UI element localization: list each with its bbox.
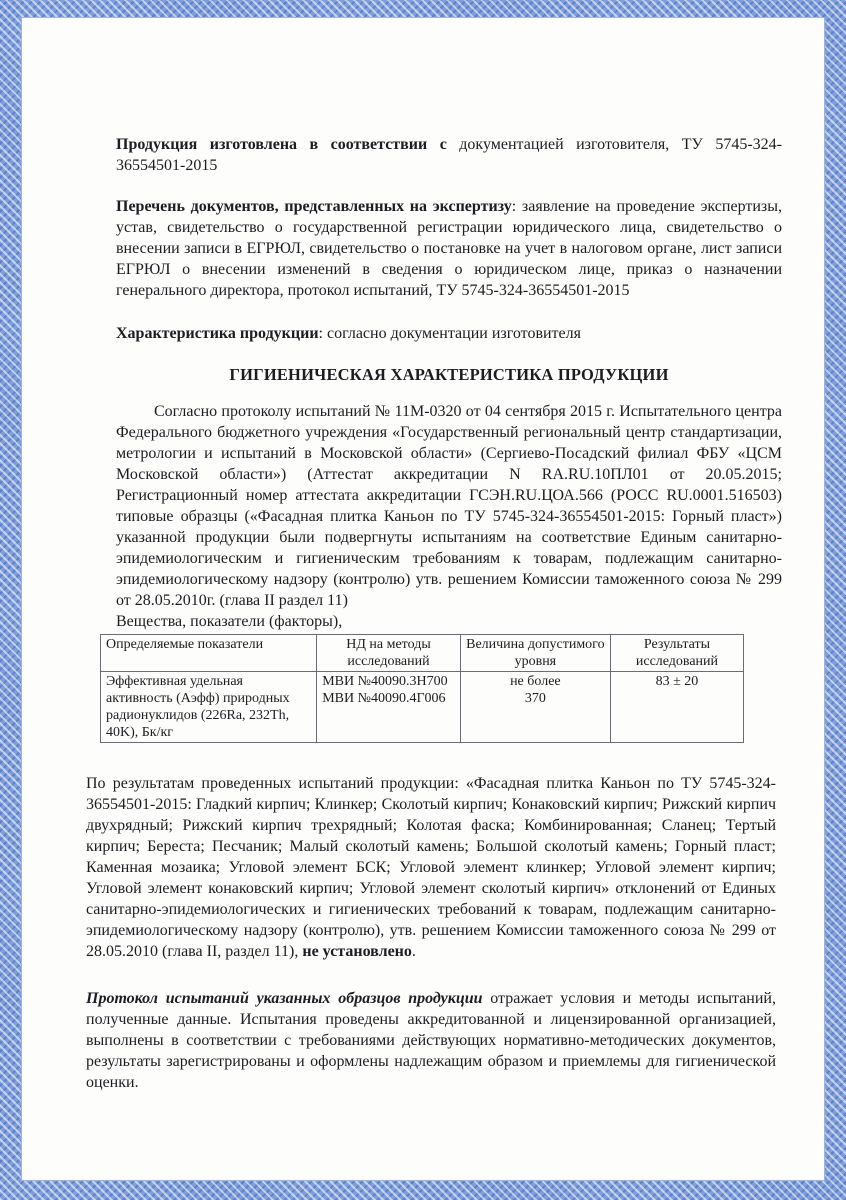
- hygiene-paragraph: Согласно протоколу испытаний № 11М-0320 от 04 сентября 2015 г. Испытательного центра Федерального бюджетного учреждения «Государственный региональный центр стандартизации, метрологии и испытаний в Московской области» (Сергиево-Посадский филиал ФБУ «ЦСМ Московской области») (Аттестат аккредитации N RA.RU.10ПЛ01 от 20.05.2015; Регистрационный номер аттестата аккредитации ГСЭН.RU.ЦОА.566 (РОСС RU.0001.516503) типовые образцы («Фасадная плитка Каньон по ТУ 5745-324-36554501-2015: Горный пласт») указанной продукции были подвергнуты испытаниям на соответствие Единым санитарно-эпидемиологическим и гигиеническим требованиям к товарам, подлежащим санитарно-эпидемиологическому надзору (контролю) утв. решением Комиссии таможенного союза № 299 от 28.05.2010г. (глава II раздел 11): [116, 403, 782, 609]
- cell-limit: [460, 672, 610, 743]
- protocol-text: отражает условия и методы испытаний, полученные данные. Испытания проведены аккредитованной и лицензированной организацией, выполнены в соответствии с требованиями действующих нормативно-методических документов, результаты зарегистрированы и оформлены надлежащим образом и приемлемы для гигиенической оценки.: [86, 990, 776, 1091]
- limit-value: 370: [524, 691, 546, 706]
- characteristic-label: Характеристика продукции: [116, 325, 319, 342]
- substances-label: Вещества, показатели (факторы),: [116, 613, 343, 630]
- cell-indicator: Эффективная удельная активность (Аэфф) природных радионуклидов (226Ra, 232Th, 40K), Бк/кг: [101, 672, 317, 743]
- results-conclusion: не установлено: [302, 943, 412, 960]
- results-paragraph: [86, 773, 776, 962]
- produced-text: документацией изготовителя, ТУ 5745-324-36554501-2015: [116, 136, 782, 174]
- method-2: МВИ №40090.4Г006: [322, 691, 446, 706]
- document-body: [86, 134, 782, 1093]
- table-header-row: [101, 635, 744, 672]
- header-indicators: Определяемые показатели: [101, 635, 317, 672]
- section-title: ГИГИЕНИЧЕСКАЯ ХАРАКТЕРИСТИКА ПРОДУКЦИИ: [229, 365, 669, 384]
- docs-paragraph: [116, 196, 782, 301]
- docs-text: : заявление на проведение экспертизы, устав, свидетельство о государственной регистрации юридического лица, свидетельство о внесении записи в ЕГРЮЛ, свидетельство о постановке на учет в налоговом органе, лист записи ЕГРЮЛ о внесении изменений в сведения о юридическом лице, приказ о назначении генерального директора, протокол испытаний, ТУ 5745-324-36554501-2015: [116, 198, 782, 299]
- results-end: .: [411, 943, 416, 960]
- table-row: [101, 672, 744, 743]
- header-limit: Величина допустимого уровня: [460, 635, 610, 672]
- method-1: МВИ №40090.3Н700: [322, 674, 448, 689]
- header-methods: НД на методы исследований: [317, 635, 461, 672]
- cell-result: 83 ± 20: [610, 672, 743, 743]
- produced-paragraph: [116, 134, 782, 176]
- characteristic-text: : согласно документации изготовителя: [318, 325, 581, 342]
- cell-methods: [317, 672, 461, 743]
- results-text: По результатам проведенных испытаний продукции: «Фасадная плитка Каньон по ТУ 5745-324-36554501-2015: Гладкий кирпич; Клинкер; Сколотый кирпич; Конаковский кирпич; Рижский кирпич двухрядный; Рижский кирпич трехрядный; Колотая фаска; Комбинированная; Сланец; Тертый кирпич; Береста; Песчаник; Малый сколотый камень; Большой сколотый камень; Горный пласт; Каменная мозаика; Угловой элемент БСК; Угловой элемент клинкер; Угловой элемент кирпич; Угловой элемент конаковский кирпич; Угловой элемент сколотый кирпич» отклонений от Единых санитарно-эпидемиологических и гигиенических требований к товарам, подлежащим санитарно-эпидемиологическому надзору (контролю), утв. решением Комиссии таможенного союза № 299 от 28.05.2010 (глава II, раздел 11),: [86, 775, 776, 960]
- characteristic-paragraph: [116, 323, 782, 344]
- header-results: Результаты исследований: [610, 635, 743, 672]
- protocol-paragraph: [86, 988, 776, 1093]
- limit-text: не более: [510, 674, 561, 689]
- produced-label: Продукция изготовлена в соответствии с: [116, 136, 447, 153]
- results-table: [100, 634, 744, 743]
- docs-label: Перечень документов, представленных на экспертизу: [116, 198, 512, 215]
- protocol-label: Протокол испытаний указанных образцов продукции: [86, 990, 483, 1007]
